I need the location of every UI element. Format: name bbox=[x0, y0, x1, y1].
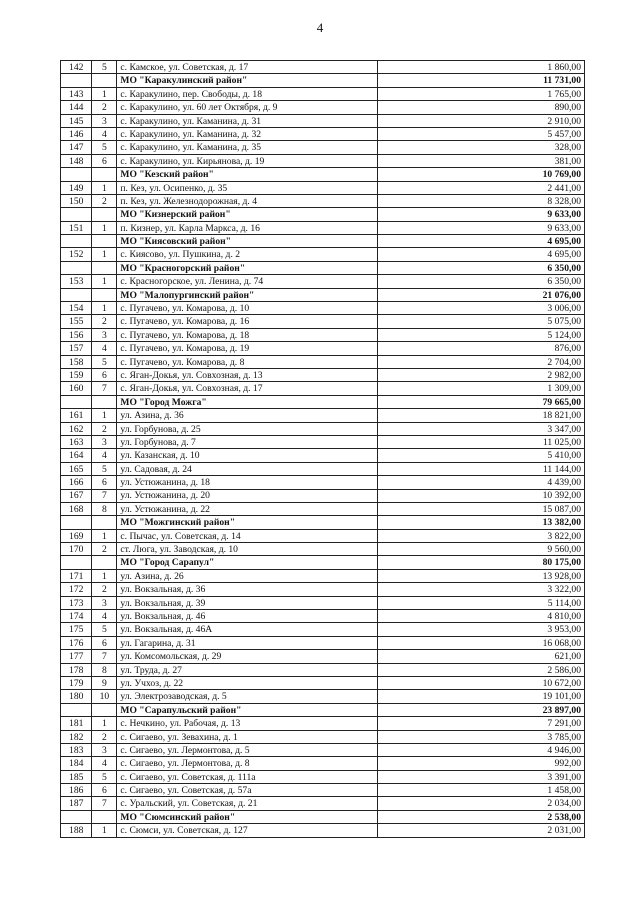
row-sub-number-cell: 5 bbox=[92, 355, 117, 368]
table-row bbox=[61, 476, 585, 489]
address-cell: ул. Азина, д. 36 bbox=[117, 409, 377, 422]
row-sub-number-cell: 1 bbox=[92, 824, 117, 837]
address-cell: с. Яган-Докья, ул. Совхозная, д. 13 bbox=[117, 368, 377, 381]
table-row bbox=[61, 824, 585, 837]
table-row bbox=[61, 757, 585, 770]
amount-cell: 5 075,00 bbox=[377, 315, 584, 328]
row-sub-number-cell: 6 bbox=[92, 368, 117, 381]
table-row bbox=[61, 690, 585, 703]
amount-cell: 876,00 bbox=[377, 342, 584, 355]
amount-cell: 2 586,00 bbox=[377, 663, 584, 676]
amount-cell: 3 785,00 bbox=[377, 730, 584, 743]
row-number-cell: 171 bbox=[61, 569, 92, 582]
address-cell: ул. Устюжанина, д. 18 bbox=[117, 476, 377, 489]
address-cell: ул. Вокзальная, д. 46 bbox=[117, 610, 377, 623]
row-number-cell: 182 bbox=[61, 730, 92, 743]
district-total-cell: 9 633,00 bbox=[377, 208, 584, 221]
address-cell: ул. Вокзальная, д. 39 bbox=[117, 596, 377, 609]
row-number-cell: 185 bbox=[61, 770, 92, 783]
amount-cell: 5 124,00 bbox=[377, 328, 584, 341]
amount-cell: 4 946,00 bbox=[377, 743, 584, 756]
row-sub-number-cell bbox=[92, 810, 117, 823]
district-total-cell: 80 175,00 bbox=[377, 556, 584, 569]
row-sub-number-cell bbox=[92, 261, 117, 274]
district-name-cell: МО "Сюмсинский район" bbox=[117, 810, 377, 823]
district-total-cell: 13 382,00 bbox=[377, 516, 584, 529]
amount-cell: 10 672,00 bbox=[377, 676, 584, 689]
row-number-cell bbox=[61, 208, 92, 221]
district-subtotal-row bbox=[61, 810, 585, 823]
row-number-cell: 188 bbox=[61, 824, 92, 837]
address-cell: с. Сигаево, ул. Лермонтова, д. 5 bbox=[117, 743, 377, 756]
address-cell: ул. Горбунова, д. 25 bbox=[117, 422, 377, 435]
row-number-cell: 156 bbox=[61, 328, 92, 341]
amount-cell: 10 392,00 bbox=[377, 489, 584, 502]
amount-cell: 2 910,00 bbox=[377, 114, 584, 127]
row-sub-number-cell: 5 bbox=[92, 61, 117, 74]
table-row bbox=[61, 422, 585, 435]
row-number-cell: 186 bbox=[61, 784, 92, 797]
table-row bbox=[61, 489, 585, 502]
district-total-cell: 23 897,00 bbox=[377, 703, 584, 716]
amount-cell: 5 410,00 bbox=[377, 449, 584, 462]
address-cell: с. Сюмси, ул. Советская, д. 127 bbox=[117, 824, 377, 837]
table-row bbox=[61, 663, 585, 676]
amount-cell: 381,00 bbox=[377, 154, 584, 167]
table-row bbox=[61, 676, 585, 689]
address-cell: с. Пычас, ул. Советская, д. 14 bbox=[117, 529, 377, 542]
table-row bbox=[61, 141, 585, 154]
address-cell: ул. Садовая, д. 24 bbox=[117, 462, 377, 475]
address-cell: ул. Учхоз, д. 22 bbox=[117, 676, 377, 689]
amount-cell: 3 822,00 bbox=[377, 529, 584, 542]
district-name-cell: МО "Город Сарапул" bbox=[117, 556, 377, 569]
row-sub-number-cell: 7 bbox=[92, 382, 117, 395]
row-number-cell: 153 bbox=[61, 275, 92, 288]
row-number-cell: 149 bbox=[61, 181, 92, 194]
amount-cell: 1 309,00 bbox=[377, 382, 584, 395]
table-row bbox=[61, 650, 585, 663]
address-cell: ул. Устюжанина, д. 20 bbox=[117, 489, 377, 502]
district-total-cell: 4 695,00 bbox=[377, 235, 584, 248]
row-number-cell bbox=[61, 810, 92, 823]
address-cell: ул. Комсомольская, д. 29 bbox=[117, 650, 377, 663]
address-cell: с. Сигаево, ул. Зевахина, д. 1 bbox=[117, 730, 377, 743]
row-sub-number-cell: 6 bbox=[92, 784, 117, 797]
row-sub-number-cell: 4 bbox=[92, 342, 117, 355]
address-cell: ул. Вокзальная, д. 36 bbox=[117, 583, 377, 596]
table-row bbox=[61, 302, 585, 315]
district-subtotal-row bbox=[61, 208, 585, 221]
amount-cell: 621,00 bbox=[377, 650, 584, 663]
row-sub-number-cell: 4 bbox=[92, 449, 117, 462]
district-subtotal-row bbox=[61, 556, 585, 569]
district-subtotal-row bbox=[61, 74, 585, 87]
district-name-cell: МО "Сарапульский район" bbox=[117, 703, 377, 716]
table-row bbox=[61, 610, 585, 623]
district-subtotal-row bbox=[61, 235, 585, 248]
row-sub-number-cell: 5 bbox=[92, 141, 117, 154]
row-sub-number-cell: 2 bbox=[92, 315, 117, 328]
amount-cell: 11 144,00 bbox=[377, 462, 584, 475]
amount-cell: 6 350,00 bbox=[377, 275, 584, 288]
row-sub-number-cell: 1 bbox=[92, 248, 117, 261]
amount-cell: 3 391,00 bbox=[377, 770, 584, 783]
amount-cell: 2 034,00 bbox=[377, 797, 584, 810]
amount-cell: 5 457,00 bbox=[377, 127, 584, 140]
row-number-cell: 180 bbox=[61, 690, 92, 703]
table-row bbox=[61, 770, 585, 783]
address-cell: с. Каракулино, пер. Свободы, д. 18 bbox=[117, 87, 377, 100]
table-row bbox=[61, 743, 585, 756]
row-number-cell: 181 bbox=[61, 717, 92, 730]
amount-cell: 9 633,00 bbox=[377, 221, 584, 234]
district-name-cell: МО "Кезский район" bbox=[117, 168, 377, 181]
row-sub-number-cell: 1 bbox=[92, 717, 117, 730]
row-sub-number-cell: 7 bbox=[92, 489, 117, 502]
table-row bbox=[61, 409, 585, 422]
table-row bbox=[61, 221, 585, 234]
row-sub-number-cell: 1 bbox=[92, 409, 117, 422]
row-number-cell: 150 bbox=[61, 194, 92, 207]
address-cell: с. Сигаево, ул. Советская, д. 57а bbox=[117, 784, 377, 797]
address-cell: ст. Люга, ул. Заводская, д. 10 bbox=[117, 543, 377, 556]
row-number-cell bbox=[61, 168, 92, 181]
amount-cell: 4 439,00 bbox=[377, 476, 584, 489]
row-sub-number-cell bbox=[92, 208, 117, 221]
row-number-cell: 178 bbox=[61, 663, 92, 676]
amount-cell: 5 114,00 bbox=[377, 596, 584, 609]
table-row bbox=[61, 529, 585, 542]
address-cell: с. Сигаево, ул. Лермонтова, д. 8 bbox=[117, 757, 377, 770]
address-cell: ул. Гагарина, д. 31 bbox=[117, 636, 377, 649]
table-row bbox=[61, 315, 585, 328]
row-number-cell bbox=[61, 288, 92, 301]
amount-cell: 19 101,00 bbox=[377, 690, 584, 703]
amount-cell: 328,00 bbox=[377, 141, 584, 154]
row-sub-number-cell: 1 bbox=[92, 275, 117, 288]
row-number-cell: 152 bbox=[61, 248, 92, 261]
row-number-cell bbox=[61, 516, 92, 529]
row-sub-number-cell bbox=[92, 74, 117, 87]
row-sub-number-cell: 5 bbox=[92, 623, 117, 636]
row-sub-number-cell: 3 bbox=[92, 596, 117, 609]
amount-cell: 9 560,00 bbox=[377, 543, 584, 556]
table-row bbox=[61, 730, 585, 743]
row-sub-number-cell: 1 bbox=[92, 181, 117, 194]
row-sub-number-cell: 7 bbox=[92, 650, 117, 663]
district-name-cell: МО "Можгинский район" bbox=[117, 516, 377, 529]
address-cell: с. Каракулино, ул. Каманина, д. 31 bbox=[117, 114, 377, 127]
district-subtotal-row bbox=[61, 395, 585, 408]
table-row bbox=[61, 127, 585, 140]
address-cell: с. Каракулино, ул. Каманина, д. 35 bbox=[117, 141, 377, 154]
table-row bbox=[61, 275, 585, 288]
row-number-cell: 174 bbox=[61, 610, 92, 623]
row-number-cell: 168 bbox=[61, 502, 92, 515]
amount-cell: 3 006,00 bbox=[377, 302, 584, 315]
row-sub-number-cell: 1 bbox=[92, 221, 117, 234]
amount-cell: 3 322,00 bbox=[377, 583, 584, 596]
district-total-cell: 2 538,00 bbox=[377, 810, 584, 823]
row-sub-number-cell: 1 bbox=[92, 529, 117, 542]
address-cell: ул. Горбунова, д. 7 bbox=[117, 435, 377, 448]
address-cell: с. Каракулино, ул. Кирьянова, д. 19 bbox=[117, 154, 377, 167]
district-total-cell: 21 076,00 bbox=[377, 288, 584, 301]
row-number-cell: 155 bbox=[61, 315, 92, 328]
row-number-cell: 161 bbox=[61, 409, 92, 422]
district-name-cell: МО "Киясовский район" bbox=[117, 235, 377, 248]
row-number-cell: 165 bbox=[61, 462, 92, 475]
amount-cell: 2 704,00 bbox=[377, 355, 584, 368]
amount-cell: 11 025,00 bbox=[377, 435, 584, 448]
address-cell: ул. Электрозаводская, д. 5 bbox=[117, 690, 377, 703]
row-sub-number-cell: 2 bbox=[92, 543, 117, 556]
row-number-cell: 145 bbox=[61, 114, 92, 127]
row-sub-number-cell: 8 bbox=[92, 663, 117, 676]
table-row bbox=[61, 583, 585, 596]
amount-cell: 3 347,00 bbox=[377, 422, 584, 435]
row-sub-number-cell bbox=[92, 703, 117, 716]
row-number-cell: 160 bbox=[61, 382, 92, 395]
row-sub-number-cell: 9 bbox=[92, 676, 117, 689]
district-name-cell: МО "Красногорский район" bbox=[117, 261, 377, 274]
table-row bbox=[61, 194, 585, 207]
table-row bbox=[61, 101, 585, 114]
row-sub-number-cell: 3 bbox=[92, 328, 117, 341]
row-number-cell: 163 bbox=[61, 435, 92, 448]
row-sub-number-cell bbox=[92, 168, 117, 181]
address-cell: ул. Казанская, д. 10 bbox=[117, 449, 377, 462]
amount-cell: 8 328,00 bbox=[377, 194, 584, 207]
row-sub-number-cell: 1 bbox=[92, 569, 117, 582]
amount-cell: 2 031,00 bbox=[377, 824, 584, 837]
table-row bbox=[61, 61, 585, 74]
row-number-cell: 142 bbox=[61, 61, 92, 74]
table-row bbox=[61, 154, 585, 167]
address-cell: с. Яган-Докья, ул. Совхозная, д. 17 bbox=[117, 382, 377, 395]
district-total-cell: 10 769,00 bbox=[377, 168, 584, 181]
row-number-cell: 175 bbox=[61, 623, 92, 636]
amount-cell: 2 982,00 bbox=[377, 368, 584, 381]
table-row bbox=[61, 368, 585, 381]
table-row bbox=[61, 248, 585, 261]
table-row bbox=[61, 435, 585, 448]
table-row bbox=[61, 569, 585, 582]
address-cell: с. Каракулино, ул. Каманина, д. 32 bbox=[117, 127, 377, 140]
amount-cell: 1 860,00 bbox=[377, 61, 584, 74]
row-number-cell: 184 bbox=[61, 757, 92, 770]
address-cell: п. Кез, ул. Железнодорожная, д. 4 bbox=[117, 194, 377, 207]
row-number-cell: 154 bbox=[61, 302, 92, 315]
table-row bbox=[61, 784, 585, 797]
amount-cell: 890,00 bbox=[377, 101, 584, 114]
row-number-cell bbox=[61, 703, 92, 716]
row-sub-number-cell: 2 bbox=[92, 583, 117, 596]
amount-cell: 4 810,00 bbox=[377, 610, 584, 623]
row-sub-number-cell: 8 bbox=[92, 502, 117, 515]
amount-cell: 13 928,00 bbox=[377, 569, 584, 582]
row-sub-number-cell: 6 bbox=[92, 636, 117, 649]
table-row bbox=[61, 596, 585, 609]
table-row bbox=[61, 797, 585, 810]
housing-registry-table bbox=[60, 60, 585, 838]
row-sub-number-cell bbox=[92, 235, 117, 248]
row-number-cell: 172 bbox=[61, 583, 92, 596]
row-number-cell: 179 bbox=[61, 676, 92, 689]
amount-cell: 2 441,00 bbox=[377, 181, 584, 194]
address-cell: ул. Устюжанина, д. 22 bbox=[117, 502, 377, 515]
row-number-cell: 146 bbox=[61, 127, 92, 140]
address-cell: с. Каракулино, ул. 60 лет Октября, д. 9 bbox=[117, 101, 377, 114]
table-row bbox=[61, 342, 585, 355]
district-name-cell: МО "Малопургинский район" bbox=[117, 288, 377, 301]
page-number: 4 bbox=[316, 20, 324, 35]
amount-cell: 15 087,00 bbox=[377, 502, 584, 515]
row-number-cell: 148 bbox=[61, 154, 92, 167]
address-cell: ул. Азина, д. 26 bbox=[117, 569, 377, 582]
amount-cell: 3 953,00 bbox=[377, 623, 584, 636]
district-name-cell: МО "Город Можга" bbox=[117, 395, 377, 408]
address-cell: с. Пугачево, ул. Комарова, д. 19 bbox=[117, 342, 377, 355]
address-cell: с. Пугачево, ул. Комарова, д. 18 bbox=[117, 328, 377, 341]
address-cell: с. Пугачево, ул. Комарова, д. 8 bbox=[117, 355, 377, 368]
amount-cell: 1 458,00 bbox=[377, 784, 584, 797]
row-number-cell: 151 bbox=[61, 221, 92, 234]
address-cell: п. Кез, ул. Осипенко, д. 35 bbox=[117, 181, 377, 194]
row-number-cell: 183 bbox=[61, 743, 92, 756]
address-cell: с. Сигаево, ул. Советская, д. 111а bbox=[117, 770, 377, 783]
address-cell: ул. Вокзальная, д. 46А bbox=[117, 623, 377, 636]
address-cell: с. Камское, ул. Советская, д. 17 bbox=[117, 61, 377, 74]
table-row bbox=[61, 636, 585, 649]
row-sub-number-cell: 1 bbox=[92, 87, 117, 100]
row-sub-number-cell: 5 bbox=[92, 462, 117, 475]
row-sub-number-cell bbox=[92, 395, 117, 408]
row-number-cell: 176 bbox=[61, 636, 92, 649]
district-subtotal-row bbox=[61, 516, 585, 529]
row-number-cell bbox=[61, 395, 92, 408]
table-row bbox=[61, 87, 585, 100]
address-cell: с. Пугачево, ул. Комарова, д. 10 bbox=[117, 302, 377, 315]
address-cell: с. Уральский, ул. Советская, д. 21 bbox=[117, 797, 377, 810]
table-row bbox=[61, 382, 585, 395]
row-number-cell: 144 bbox=[61, 101, 92, 114]
row-sub-number-cell: 3 bbox=[92, 743, 117, 756]
table-row bbox=[61, 181, 585, 194]
table-row bbox=[61, 449, 585, 462]
row-sub-number-cell: 7 bbox=[92, 797, 117, 810]
district-total-cell: 11 731,00 bbox=[377, 74, 584, 87]
district-subtotal-row bbox=[61, 168, 585, 181]
row-number-cell bbox=[61, 74, 92, 87]
amount-cell: 1 765,00 bbox=[377, 87, 584, 100]
row-number-cell: 143 bbox=[61, 87, 92, 100]
table-row bbox=[61, 462, 585, 475]
row-number-cell: 164 bbox=[61, 449, 92, 462]
row-sub-number-cell: 6 bbox=[92, 154, 117, 167]
row-sub-number-cell: 2 bbox=[92, 730, 117, 743]
row-sub-number-cell: 6 bbox=[92, 476, 117, 489]
row-number-cell: 162 bbox=[61, 422, 92, 435]
address-cell: п. Кизнер, ул. Карла Маркса, д. 16 bbox=[117, 221, 377, 234]
amount-cell: 992,00 bbox=[377, 757, 584, 770]
row-sub-number-cell bbox=[92, 556, 117, 569]
address-cell: с. Красногорское, ул. Ленина, д. 74 bbox=[117, 275, 377, 288]
row-sub-number-cell: 2 bbox=[92, 101, 117, 114]
row-sub-number-cell bbox=[92, 288, 117, 301]
district-total-cell: 6 350,00 bbox=[377, 261, 584, 274]
row-number-cell: 173 bbox=[61, 596, 92, 609]
district-subtotal-row bbox=[61, 703, 585, 716]
row-sub-number-cell bbox=[92, 516, 117, 529]
row-number-cell: 158 bbox=[61, 355, 92, 368]
district-name-cell: МО "Каракулинский район" bbox=[117, 74, 377, 87]
row-sub-number-cell: 3 bbox=[92, 114, 117, 127]
table-row bbox=[61, 502, 585, 515]
table-row bbox=[61, 717, 585, 730]
row-sub-number-cell: 4 bbox=[92, 610, 117, 623]
row-sub-number-cell: 4 bbox=[92, 127, 117, 140]
row-number-cell: 169 bbox=[61, 529, 92, 542]
table-row bbox=[61, 543, 585, 556]
row-sub-number-cell: 1 bbox=[92, 302, 117, 315]
row-sub-number-cell: 3 bbox=[92, 435, 117, 448]
district-total-cell: 79 665,00 bbox=[377, 395, 584, 408]
row-number-cell: 159 bbox=[61, 368, 92, 381]
row-number-cell: 147 bbox=[61, 141, 92, 154]
row-number-cell: 167 bbox=[61, 489, 92, 502]
row-number-cell: 187 bbox=[61, 797, 92, 810]
table-row bbox=[61, 623, 585, 636]
table-row bbox=[61, 114, 585, 127]
row-sub-number-cell: 10 bbox=[92, 690, 117, 703]
table-row bbox=[61, 355, 585, 368]
amount-cell: 18 821,00 bbox=[377, 409, 584, 422]
row-sub-number-cell: 2 bbox=[92, 422, 117, 435]
row-number-cell: 177 bbox=[61, 650, 92, 663]
address-cell: с. Киясово, ул. Пушкина, д. 2 bbox=[117, 248, 377, 261]
row-number-cell: 170 bbox=[61, 543, 92, 556]
amount-cell: 4 695,00 bbox=[377, 248, 584, 261]
district-subtotal-row bbox=[61, 261, 585, 274]
table-body bbox=[61, 61, 585, 838]
address-cell: ул. Труда, д. 27 bbox=[117, 663, 377, 676]
row-sub-number-cell: 5 bbox=[92, 770, 117, 783]
district-name-cell: МО "Кизнерский район" bbox=[117, 208, 377, 221]
amount-cell: 7 291,00 bbox=[377, 717, 584, 730]
row-number-cell: 166 bbox=[61, 476, 92, 489]
row-number-cell: 157 bbox=[61, 342, 92, 355]
row-number-cell bbox=[61, 235, 92, 248]
row-number-cell bbox=[61, 261, 92, 274]
address-cell: с. Пугачево, ул. Комарова, д. 16 bbox=[117, 315, 377, 328]
row-sub-number-cell: 4 bbox=[92, 757, 117, 770]
amount-cell: 16 068,00 bbox=[377, 636, 584, 649]
row-number-cell bbox=[61, 556, 92, 569]
district-subtotal-row bbox=[61, 288, 585, 301]
address-cell: с. Нечкино, ул. Рабочая, д. 13 bbox=[117, 717, 377, 730]
row-sub-number-cell: 2 bbox=[92, 194, 117, 207]
table-row bbox=[61, 328, 585, 341]
